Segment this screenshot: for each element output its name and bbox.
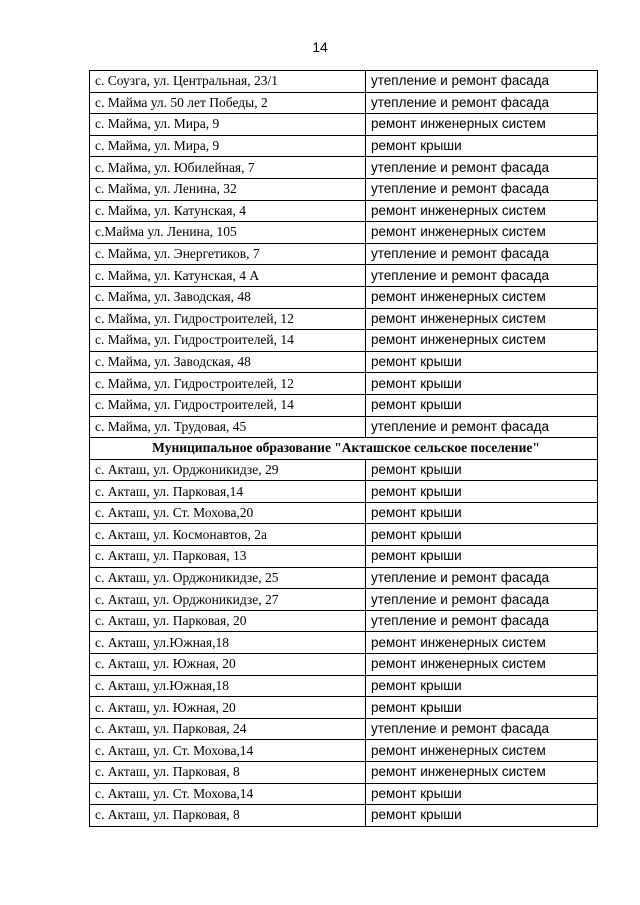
address-cell: с. Майма, ул. Заводская, 48 xyxy=(90,286,366,308)
work-type-cell: утепление и ремонт фасада xyxy=(366,178,598,200)
address-cell: с. Майма, ул. Гидростроителей, 12 xyxy=(90,373,366,395)
work-type-cell: ремонт инженерных систем xyxy=(366,200,598,222)
work-type-cell: утепление и ремонт фасада xyxy=(366,265,598,287)
work-type-cell: ремонт крыши xyxy=(366,502,598,524)
address-cell: с. Акташ, ул. Парковая, 13 xyxy=(90,546,366,568)
work-type-cell: ремонт инженерных систем xyxy=(366,654,598,676)
work-type-cell: ремонт инженерных систем xyxy=(366,286,598,308)
table-row xyxy=(90,71,598,93)
table-row xyxy=(90,135,598,157)
address-cell: с. Акташ, ул. Орджоникидзе, 29 xyxy=(90,459,366,481)
work-type-cell: ремонт крыши xyxy=(366,481,598,503)
table-row xyxy=(90,459,598,481)
address-cell: с. Акташ, ул. Парковая, 24 xyxy=(90,718,366,740)
work-type-cell: ремонт крыши xyxy=(366,697,598,719)
work-type-cell: ремонт инженерных систем xyxy=(366,114,598,136)
table-row xyxy=(90,394,598,416)
table-row xyxy=(90,589,598,611)
address-cell: с. Акташ, ул. Ст. Мохова,20 xyxy=(90,502,366,524)
address-cell: с. Акташ, ул. Парковая, 8 xyxy=(90,805,366,827)
table-row xyxy=(90,114,598,136)
table-row xyxy=(90,308,598,330)
address-cell: с. Акташ, ул. Орджоникидзе, 25 xyxy=(90,567,366,589)
table-row xyxy=(90,373,598,395)
work-type-cell: ремонт инженерных систем xyxy=(366,308,598,330)
address-cell: с. Майма, ул. Катунская, 4 А xyxy=(90,265,366,287)
work-type-cell: ремонт крыши xyxy=(366,546,598,568)
table-row xyxy=(90,524,598,546)
work-type-cell: ремонт крыши xyxy=(366,135,598,157)
work-type-cell: ремонт инженерных систем xyxy=(366,222,598,244)
address-cell: с. Акташ, ул.Южная,18 xyxy=(90,675,366,697)
address-cell: с. Соузга, ул. Центральная, 23/1 xyxy=(90,71,366,93)
table-row xyxy=(90,675,598,697)
table-row xyxy=(90,265,598,287)
address-cell: с. Акташ, ул. Южная, 20 xyxy=(90,697,366,719)
address-cell: с.Майма ул. Ленина, 105 xyxy=(90,222,366,244)
table-row xyxy=(90,157,598,179)
table-row xyxy=(90,222,598,244)
address-cell: с. Акташ, ул. Парковая,14 xyxy=(90,481,366,503)
work-type-cell: утепление и ремонт фасада xyxy=(366,243,598,265)
work-type-cell: ремонт крыши xyxy=(366,351,598,373)
table-row xyxy=(90,286,598,308)
work-type-cell: утепление и ремонт фасада xyxy=(366,610,598,632)
table-row xyxy=(90,243,598,265)
table-row xyxy=(90,351,598,373)
address-cell: с. Акташ, ул. Парковая, 20 xyxy=(90,610,366,632)
work-type-cell: утепление и ремонт фасада xyxy=(366,71,598,93)
address-cell: с. Акташ, ул. Космонавтов, 2а xyxy=(90,524,366,546)
table-row xyxy=(90,502,598,524)
address-cell: с. Майма, ул. Гидростроителей, 12 xyxy=(90,308,366,330)
address-cell: с. Акташ, ул. Парковая, 8 xyxy=(90,762,366,784)
work-type-cell: утепление и ремонт фасада xyxy=(366,416,598,438)
table-row xyxy=(90,654,598,676)
work-type-cell: ремонт крыши xyxy=(366,394,598,416)
table-row xyxy=(90,481,598,503)
address-cell: с. Акташ, ул. Ст. Мохова,14 xyxy=(90,740,366,762)
table-row xyxy=(90,178,598,200)
table-body xyxy=(90,71,598,827)
table-row xyxy=(90,610,598,632)
work-type-cell: утепление и ремонт фасада xyxy=(366,92,598,114)
address-cell: с. Майма, ул. Катунская, 4 xyxy=(90,200,366,222)
table-row xyxy=(90,330,598,352)
address-cell: с. Акташ, ул. Орджоникидзе, 27 xyxy=(90,589,366,611)
work-type-cell: ремонт инженерных систем xyxy=(366,632,598,654)
address-cell: с. Майма, ул. Трудовая, 45 xyxy=(90,416,366,438)
table-row xyxy=(90,762,598,784)
work-type-cell: утепление и ремонт фасада xyxy=(366,589,598,611)
table-row xyxy=(90,783,598,805)
work-type-cell: ремонт крыши xyxy=(366,459,598,481)
address-cell: с. Майма, ул. Мира, 9 xyxy=(90,135,366,157)
address-cell: с. Майма, ул. Энергетиков, 7 xyxy=(90,243,366,265)
work-type-cell: утепление и ремонт фасада xyxy=(366,567,598,589)
table-row xyxy=(90,805,598,827)
table-row xyxy=(90,697,598,719)
table-row xyxy=(90,632,598,654)
address-cell: с. Майма, ул. Гидростроителей, 14 xyxy=(90,330,366,352)
section-title: Муниципальное образование "Акташское сельское поселение" xyxy=(90,438,598,460)
section-header-row xyxy=(90,438,598,460)
table-row xyxy=(90,567,598,589)
table-row xyxy=(90,200,598,222)
address-cell: с. Майма, ул. Мира, 9 xyxy=(90,114,366,136)
work-type-cell: ремонт инженерных систем xyxy=(366,330,598,352)
work-type-cell: ремонт инженерных систем xyxy=(366,740,598,762)
work-type-cell: ремонт крыши xyxy=(366,783,598,805)
work-type-cell: ремонт крыши xyxy=(366,805,598,827)
address-cell: с. Майма, ул. Заводская, 48 xyxy=(90,351,366,373)
address-cell: с. Акташ, ул. Ст. Мохова,14 xyxy=(90,783,366,805)
work-type-cell: ремонт крыши xyxy=(366,373,598,395)
work-type-cell: ремонт крыши xyxy=(366,675,598,697)
table-row xyxy=(90,546,598,568)
address-cell: с. Акташ, ул.Южная,18 xyxy=(90,632,366,654)
address-cell: с. Майма, ул. Ленина, 32 xyxy=(90,178,366,200)
work-type-cell: утепление и ремонт фасада xyxy=(366,157,598,179)
table-row xyxy=(90,92,598,114)
table-row xyxy=(90,416,598,438)
table-row xyxy=(90,718,598,740)
work-type-cell: ремонт инженерных систем xyxy=(366,762,598,784)
housing-repair-table xyxy=(89,70,598,827)
page-number: 14 xyxy=(312,39,328,55)
address-cell: с. Акташ, ул. Южная, 20 xyxy=(90,654,366,676)
address-cell: с. Майма, ул. Гидростроителей, 14 xyxy=(90,394,366,416)
work-type-cell: утепление и ремонт фасада xyxy=(366,718,598,740)
address-cell: с. Майма, ул. Юбилейная, 7 xyxy=(90,157,366,179)
table-row xyxy=(90,740,598,762)
work-type-cell: ремонт крыши xyxy=(366,524,598,546)
address-cell: с. Майма ул. 50 лет Победы, 2 xyxy=(90,92,366,114)
